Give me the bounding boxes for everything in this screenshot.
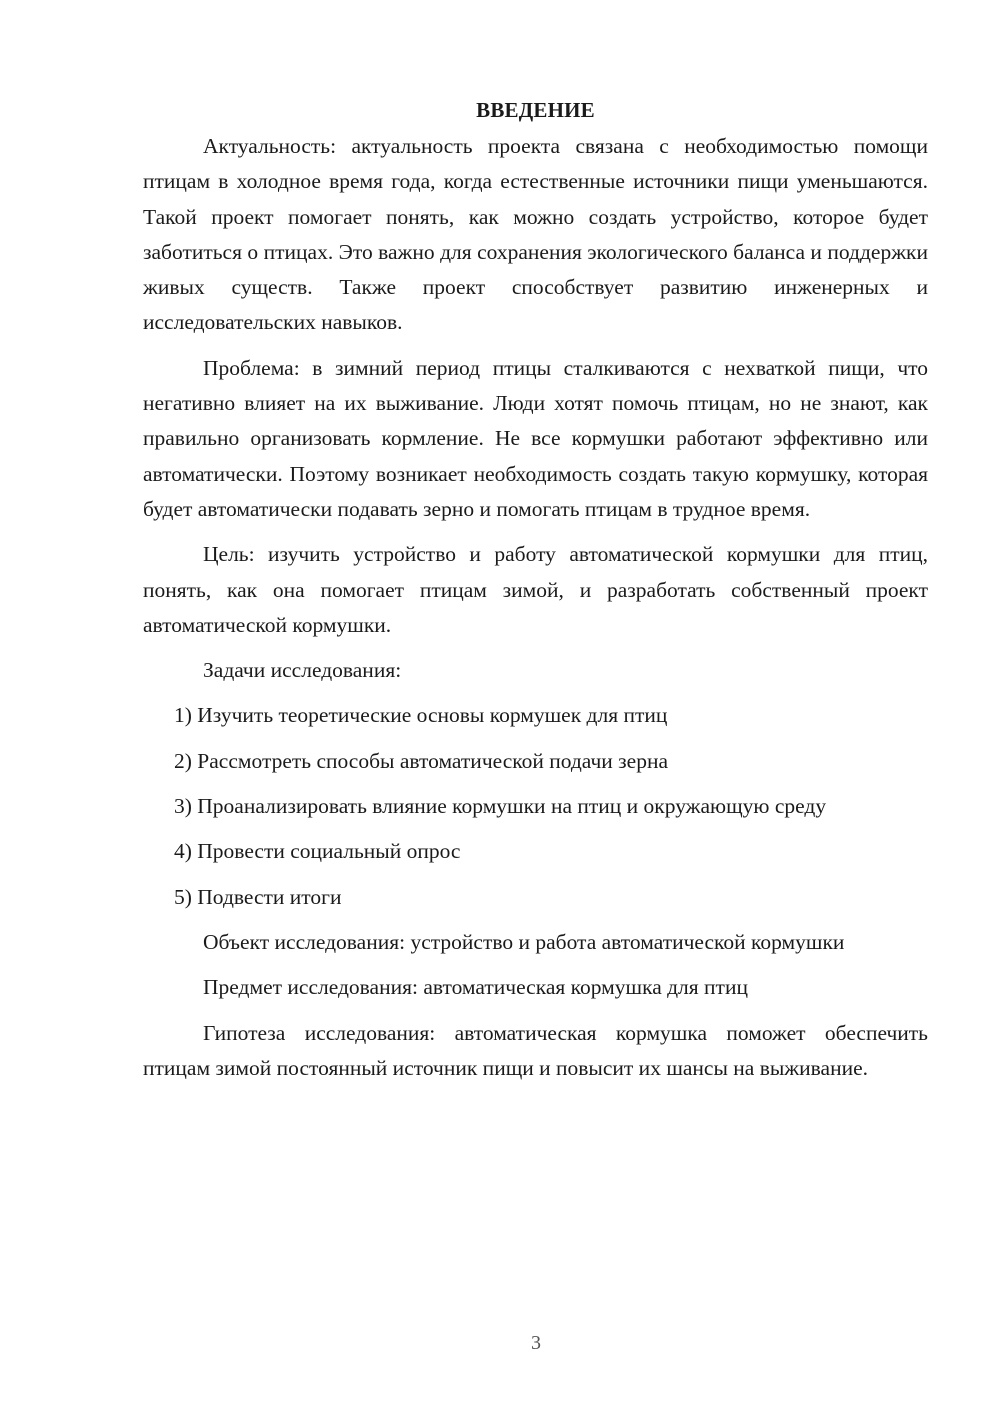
object-paragraph: Объект исследования: устройство и работа автоматической кормушки — [203, 929, 845, 954]
relevance-paragraph: Актуальность: актуальность проекта связана с необходимостью помощи птицам в холодное время года, когда естественные источники пищи уменьшаются. Такой проект помогает понять, как можно создать устройство, которое будет заботиться о птицах. Это важно для сохранения экологического баланса и поддержки живых существ. Также проект способствует развитию инженерных и исследовательских навыков. — [143, 134, 928, 335]
tasks-title: Задачи исследования: — [203, 658, 402, 683]
page-title: ВВЕДЕНИЕ — [476, 98, 595, 122]
goal-paragraph: Цель: изучить устройство и работу автоматической кормушки для птиц, понять, как она помогает птицам зимой, и разработать собственный проект автоматической кормушки. — [143, 542, 928, 637]
task-item-5: 5) Подвести итоги — [174, 884, 342, 909]
document-page — [143, 95, 928, 1096]
page-number: 3 — [531, 1332, 541, 1354]
task-item-2: 2) Рассмотреть способы автоматической подачи зерна — [174, 748, 669, 773]
problem-paragraph: Проблема: в зимний период птицы сталкиваются с нехваткой пищи, что негативно влияет на их выживание. Люди хотят помочь птицам, но не знают, как правильно организовать кормление. Не все кормушки работают эффективно или автоматически. Поэтому возникает необходимость создать такую кормушку, которая будет автоматически подавать зерно и помогать птицам в трудное время. — [143, 355, 928, 521]
hypothesis-paragraph: Гипотеза исследования: автоматическая кормушка поможет обеспечить птицам зимой постоянный источник пищи и повысит их шансы на выживание. — [143, 1020, 928, 1080]
task-item-1: 1) Изучить теоретические основы кормушек для птиц — [174, 703, 668, 728]
task-item-3: 3) Проанализировать влияние кормушки на птиц и окружающую среду — [174, 794, 827, 819]
subject-paragraph: Предмет исследования: автоматическая кормушка для птиц — [203, 975, 748, 1000]
task-item-4: 4) Провести социальный опрос — [174, 839, 461, 864]
